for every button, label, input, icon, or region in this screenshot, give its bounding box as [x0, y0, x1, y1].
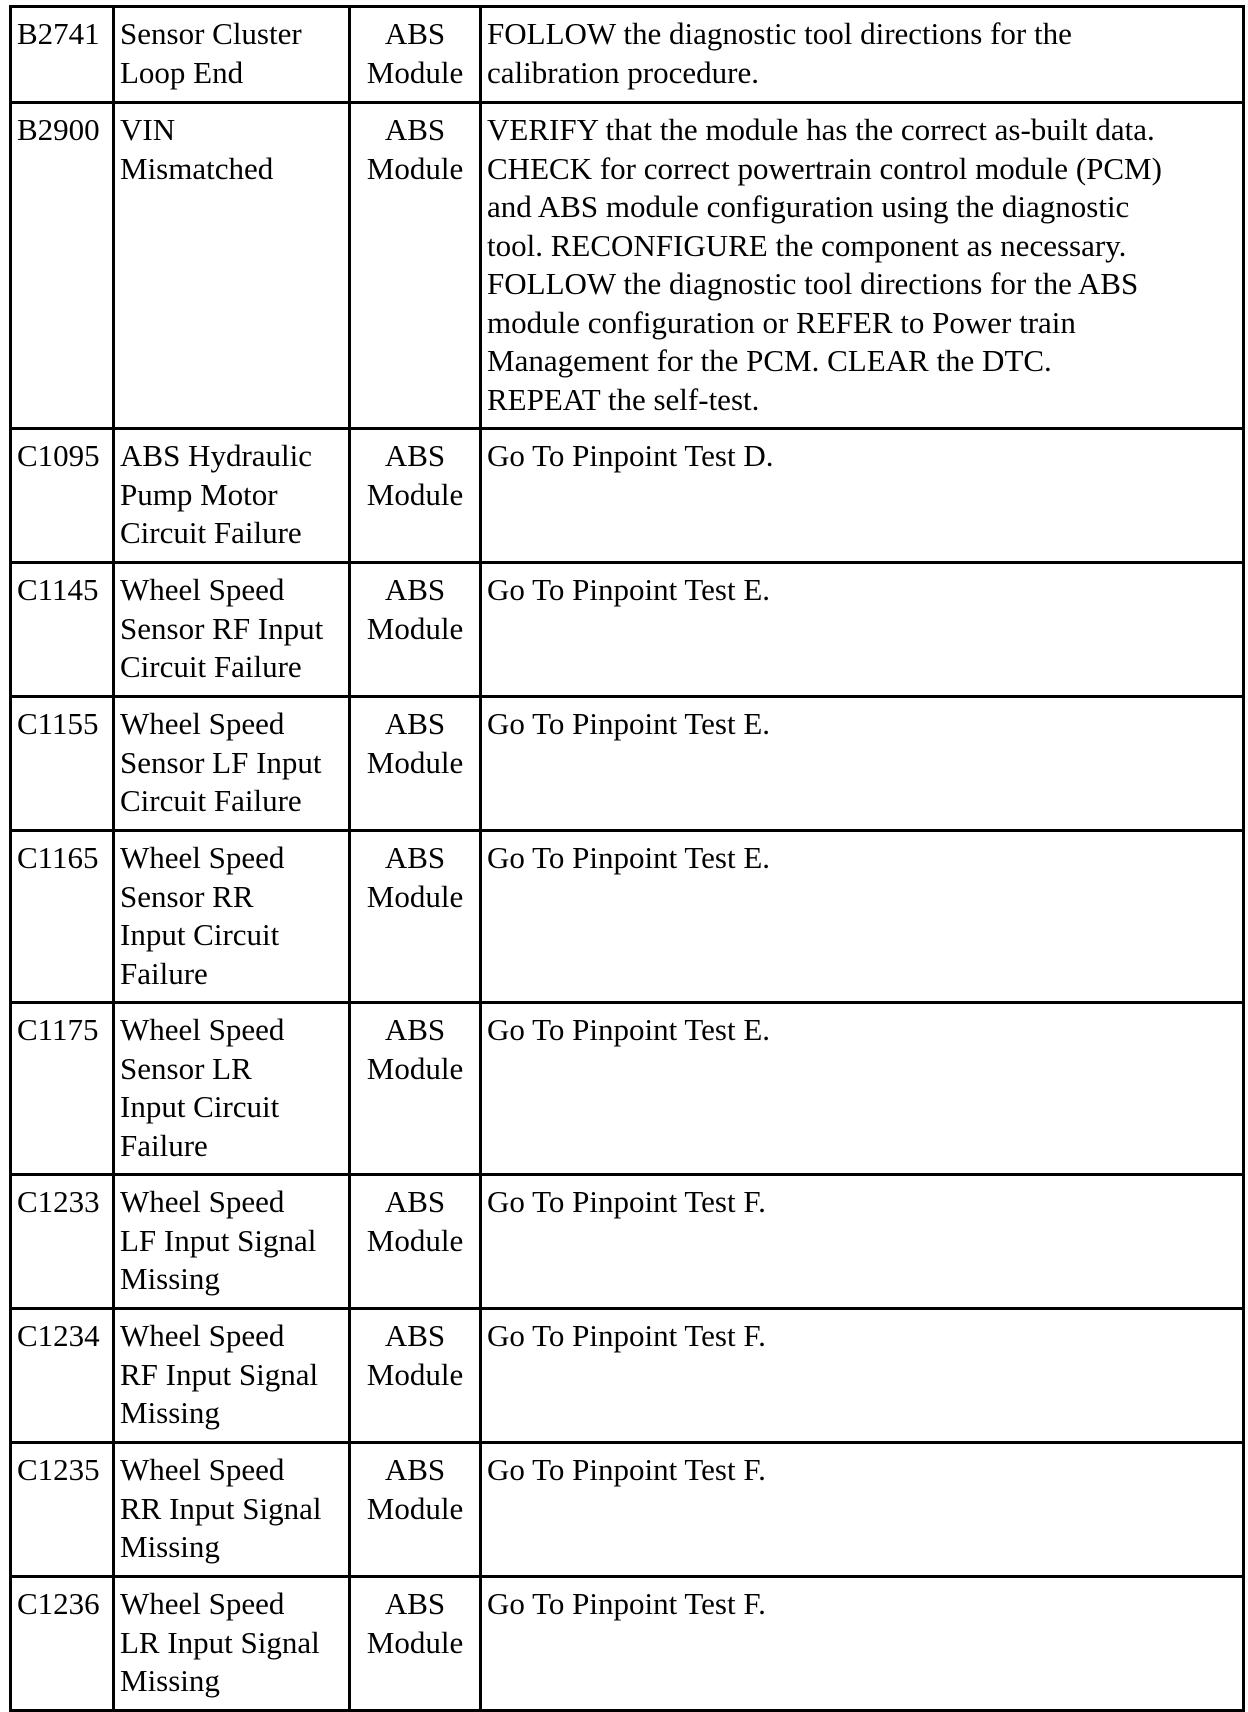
- dtc-condition: Wheel Speed RF Input Signal Missing: [114, 1309, 350, 1443]
- dtc-condition: VIN Mismatched: [114, 103, 350, 429]
- dtc-condition: Wheel Speed RR Input Signal Missing: [114, 1443, 350, 1577]
- table-row: [11, 7, 1244, 103]
- dtc-code: C1235: [11, 1443, 114, 1577]
- dtc-source: ABS Module: [350, 1003, 481, 1175]
- dtc-action: Go To Pinpoint Test F.: [481, 1577, 1244, 1711]
- dtc-condition: Wheel Speed Sensor RR Input Circuit Failure: [114, 831, 350, 1003]
- dtc-code: C1095: [11, 429, 114, 563]
- dtc-action: Go To Pinpoint Test E.: [481, 831, 1244, 1003]
- dtc-condition: Wheel Speed Sensor LF Input Circuit Failure: [114, 697, 350, 831]
- table-row: [11, 1309, 1244, 1443]
- table-row: [11, 697, 1244, 831]
- dtc-code: B2741: [11, 7, 114, 103]
- dtc-source: ABS Module: [350, 1443, 481, 1577]
- dtc-table: [9, 5, 1245, 1712]
- table-row: [11, 1003, 1244, 1175]
- table-row: [11, 831, 1244, 1003]
- table-row: [11, 1175, 1244, 1309]
- dtc-source: ABS Module: [350, 831, 481, 1003]
- dtc-source: ABS Module: [350, 1309, 481, 1443]
- dtc-action: Go To Pinpoint Test E.: [481, 1003, 1244, 1175]
- dtc-source: ABS Module: [350, 697, 481, 831]
- dtc-condition: Wheel Speed LR Input Signal Missing: [114, 1577, 350, 1711]
- dtc-action: Go To Pinpoint Test F.: [481, 1443, 1244, 1577]
- table-row: [11, 1443, 1244, 1577]
- dtc-code: C1233: [11, 1175, 114, 1309]
- dtc-source: ABS Module: [350, 103, 481, 429]
- dtc-source: ABS Module: [350, 563, 481, 697]
- dtc-condition: Wheel Speed Sensor LR Input Circuit Failure: [114, 1003, 350, 1175]
- dtc-condition: ABS Hydraulic Pump Motor Circuit Failure: [114, 429, 350, 563]
- dtc-code: C1234: [11, 1309, 114, 1443]
- dtc-condition: Wheel Speed Sensor RF Input Circuit Failure: [114, 563, 350, 697]
- dtc-action: VERIFY that the module has the correct as-built data. CHECK for correct powertrain control module (PCM) and ABS module configuration using the diagnostic tool. RECONFIGURE the component as necessary. FOLLOW the diagnostic tool directions for the ABS module configuration or REFER to Power train Management for the PCM. CLEAR the DTC. REPEAT the self-test.: [481, 103, 1244, 429]
- dtc-condition: Wheel Speed LF Input Signal Missing: [114, 1175, 350, 1309]
- dtc-code: C1155: [11, 697, 114, 831]
- dtc-action: Go To Pinpoint Test F.: [481, 1309, 1244, 1443]
- dtc-code: C1236: [11, 1577, 114, 1711]
- dtc-code: C1175: [11, 1003, 114, 1175]
- dtc-source: ABS Module: [350, 1577, 481, 1711]
- dtc-action: Go To Pinpoint Test E.: [481, 697, 1244, 831]
- dtc-code: C1165: [11, 831, 114, 1003]
- table-row: [11, 429, 1244, 563]
- table-row: [11, 1577, 1244, 1711]
- dtc-source: ABS Module: [350, 429, 481, 563]
- dtc-code: C1145: [11, 563, 114, 697]
- dtc-action: Go To Pinpoint Test F.: [481, 1175, 1244, 1309]
- dtc-code: B2900: [11, 103, 114, 429]
- table-row: [11, 563, 1244, 697]
- dtc-action: Go To Pinpoint Test D.: [481, 429, 1244, 563]
- dtc-source: ABS Module: [350, 1175, 481, 1309]
- dtc-source: ABS Module: [350, 7, 481, 103]
- dtc-action: Go To Pinpoint Test E.: [481, 563, 1244, 697]
- dtc-action: FOLLOW the diagnostic tool directions for the calibration procedure.: [481, 7, 1244, 103]
- dtc-condition: Sensor Cluster Loop End: [114, 7, 350, 103]
- table-row: [11, 103, 1244, 429]
